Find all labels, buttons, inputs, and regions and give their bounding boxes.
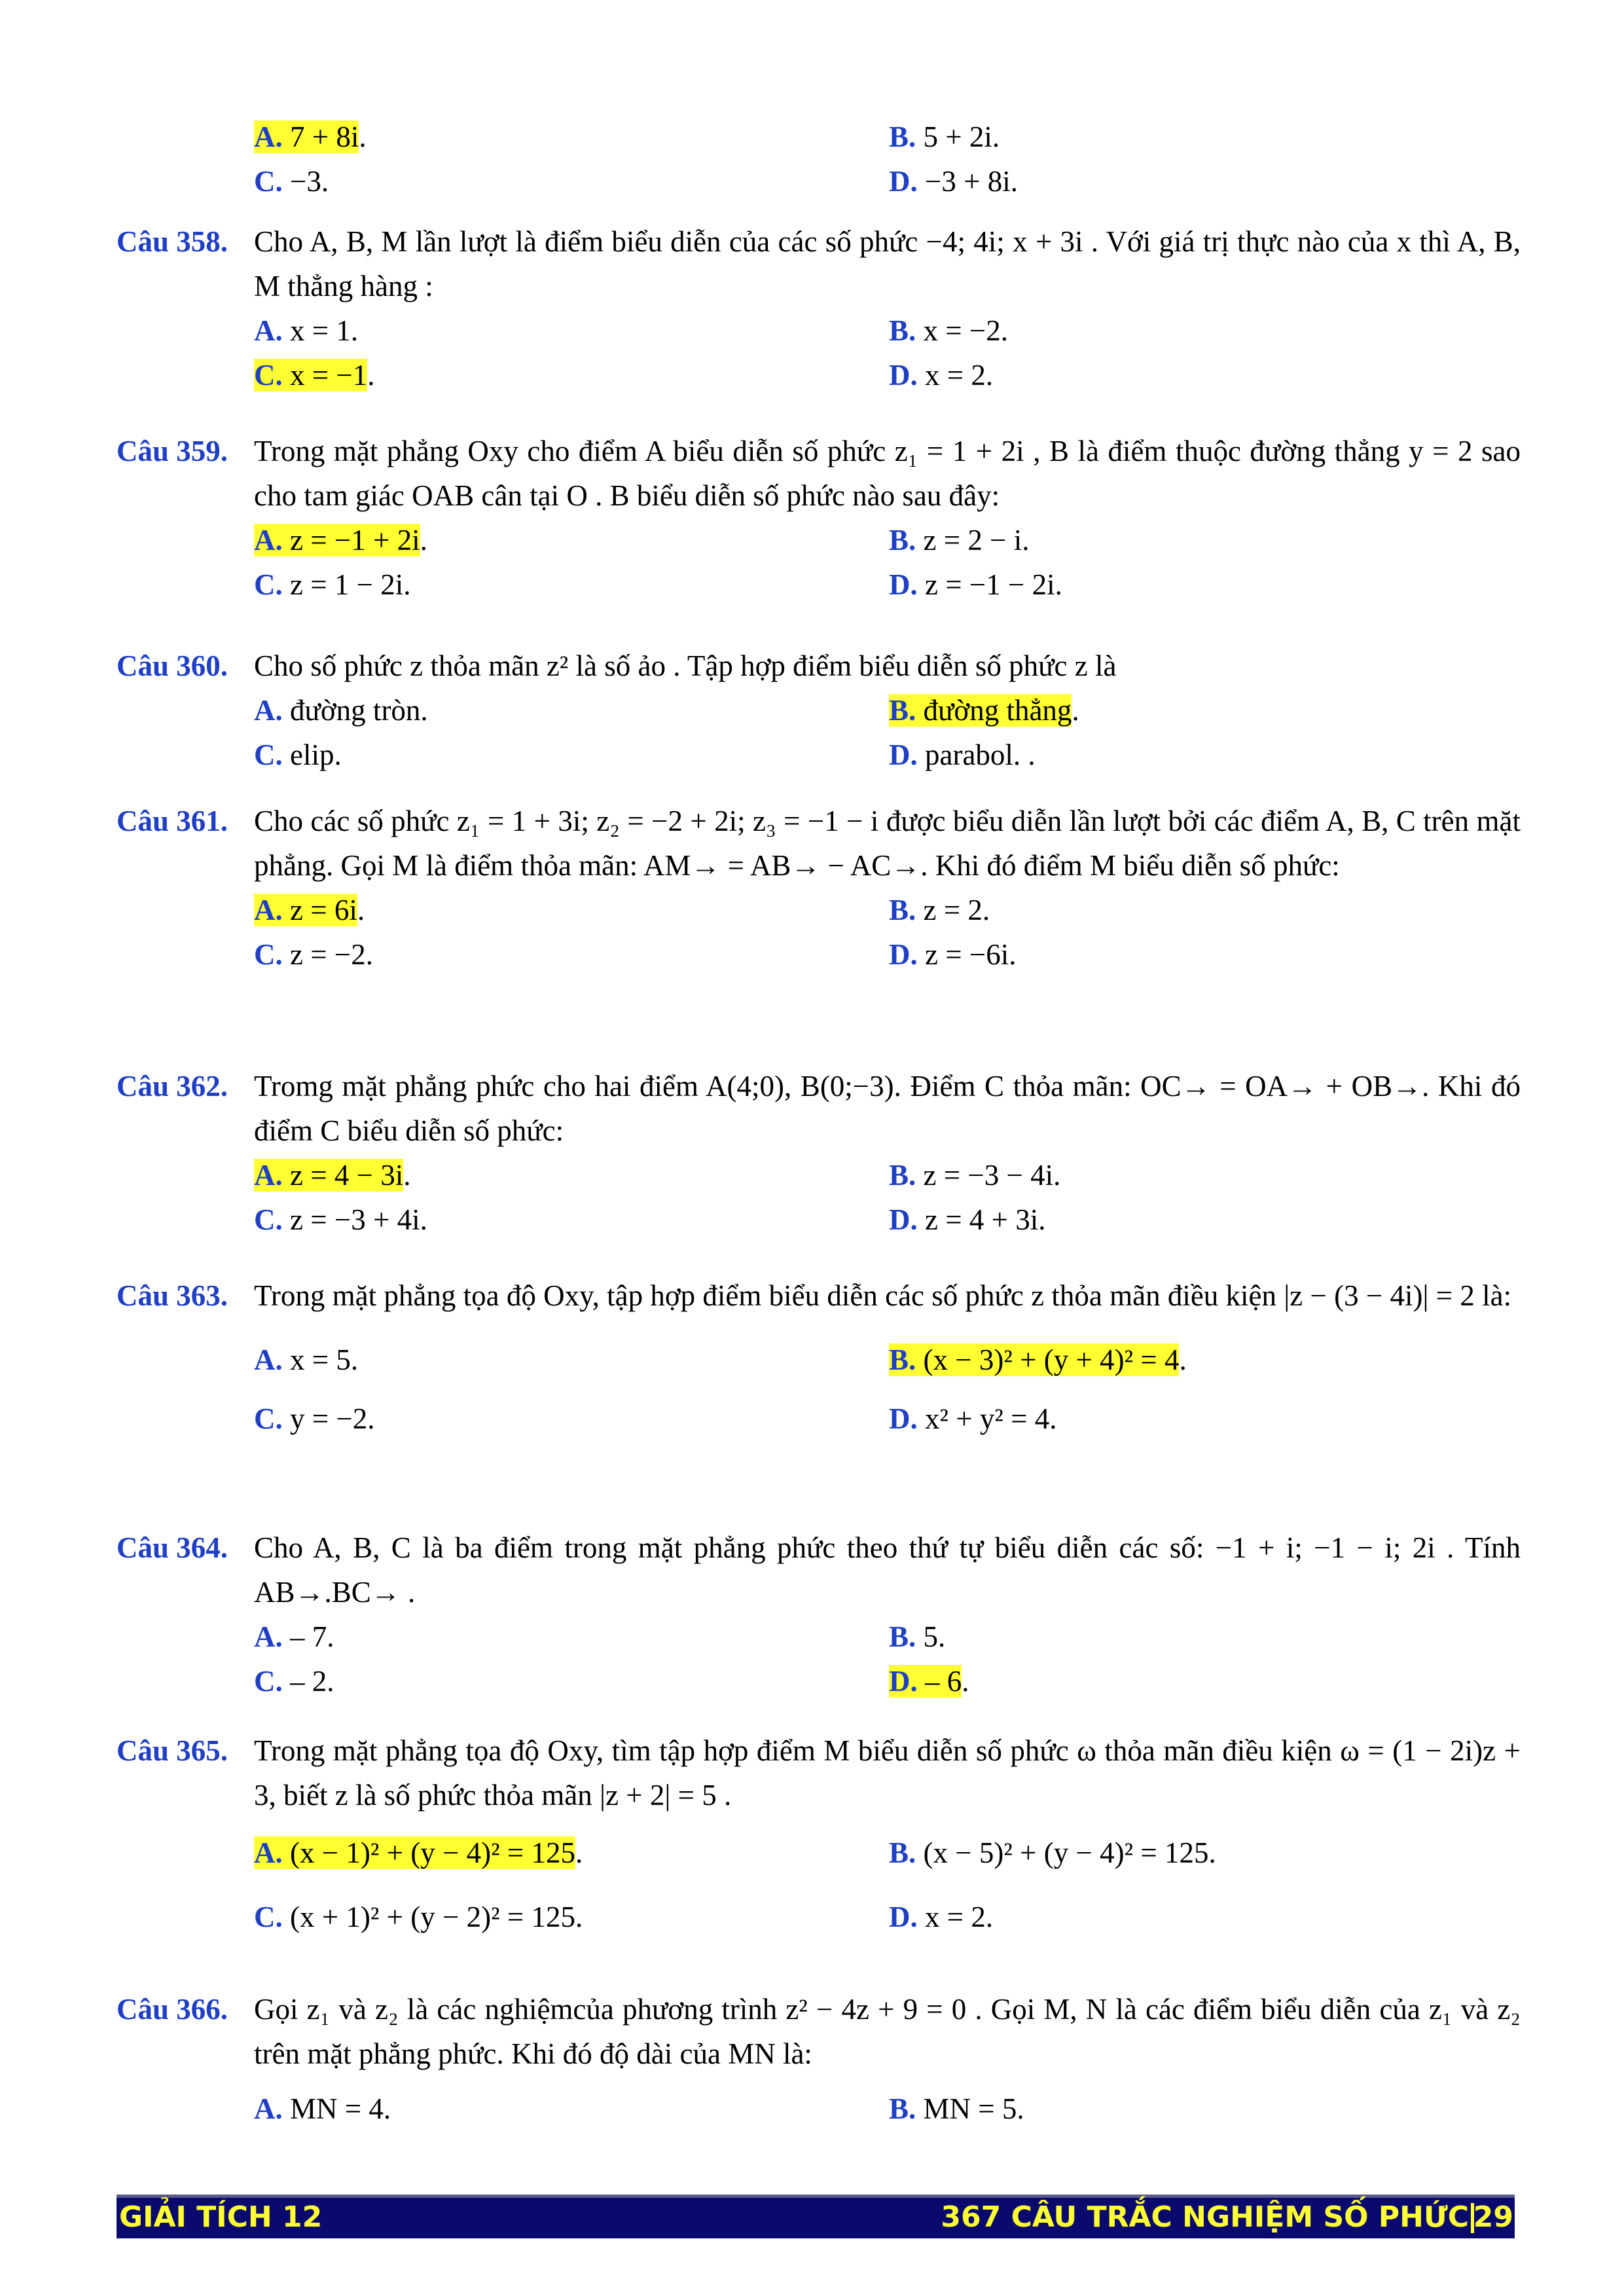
option-a: A. MN = 4.	[254, 2092, 391, 2125]
question-label: Câu 362.	[117, 1070, 228, 1102]
footer-subject: GIẢI TÍCH 12	[119, 2200, 323, 2234]
option-a: A. x = 5.	[254, 1343, 359, 1376]
question-text: Gọi z₁ và z₂ là các nghiệmcủa phương trình z² − 4z + 9 = 0 . Gọi M, N là các điểm biểu diễn của z₁ và z₂ trên mặt phẳng phức. Khi đó độ dài của MN là:	[254, 1993, 1521, 2070]
options-grid	[254, 1153, 1521, 1242]
option-a: A. z = 4 − 3i.	[254, 1159, 411, 1192]
options-grid	[254, 1338, 1521, 1441]
option-c: C. elip.	[254, 738, 342, 771]
options-grid	[254, 308, 1521, 397]
question-label: Câu 366.	[117, 1993, 228, 2026]
question-text: Trong mặt phẳng tọa độ Oxy, tìm tập hợp điểm M biểu diễn số phức ω thỏa mãn điều kiện ω = (1 − 2i)z + 3, biết z là số phức thỏa mãn |z + 2| = 5 .	[254, 1734, 1521, 1812]
question-label: Câu 363.	[117, 1279, 228, 1312]
page-number: 29	[1473, 2200, 1513, 2234]
option-d: D. −3 + 8i.	[889, 165, 1019, 198]
question-text: Trong mặt phẳng Oxy cho điểm A biểu diễn số phức z₁ = 1 + 2i , B là điểm thuộc đường thẳng y = 2 sao cho tam giác OAB cân tại O . B biểu diễn số phức nào sau đây:	[254, 435, 1521, 512]
question-text: Cho các số phức z₁ = 1 + 3i; z₂ = −2 + 2i; z₃ = −1 − i được biểu diễn lần lượt bởi các điểm A, B, C trên mặt phẳng. Gọi M là điểm thỏa mãn: AM→ = AB→ − AC→. Khi đó điểm M biểu diễn số phức:	[254, 805, 1521, 882]
option-a: A. – 7.	[254, 1620, 334, 1653]
option-c: C. – 2.	[254, 1665, 334, 1698]
options-grid	[254, 1614, 1521, 1704]
page-footer	[117, 2195, 1515, 2238]
option-c: C. z = 1 − 2i.	[254, 568, 411, 601]
question-label: Câu 365.	[117, 1734, 228, 1767]
option-a: A. 7 + 8i.	[254, 120, 367, 153]
option-c: C. z = −3 + 4i.	[254, 1203, 427, 1236]
option-b: B. (x − 5)² + (y − 4)² = 125.	[889, 1836, 1216, 1869]
option-c: C. −3.	[254, 165, 329, 198]
options-grid	[254, 2086, 1521, 2131]
options-grid	[254, 888, 1521, 977]
question-block	[117, 1728, 1521, 1939]
options-grid	[254, 1831, 1521, 1939]
option-b: B. (x − 3)² + (y + 4)² = 4.	[889, 1343, 1187, 1376]
question-label: Câu 361.	[117, 805, 228, 837]
option-d: D. x = 2.	[889, 1901, 994, 1933]
option-d: D. x = 2.	[889, 359, 994, 392]
question-block	[117, 1525, 1521, 1704]
question-block	[117, 115, 1521, 204]
option-d: D. x² + y² = 4.	[889, 1402, 1057, 1435]
option-d: D. z = 4 + 3i.	[889, 1203, 1046, 1236]
option-b: B. đường thẳng.	[889, 694, 1079, 727]
option-a: A. z = 6i.	[254, 894, 365, 926]
question-text: Cho A, B, M lần lượt là điểm biểu diễn của các số phức −4; 4i; x + 3i . Với giá trị thực nào của x thì A, B, M thẳng hàng :	[254, 225, 1521, 302]
option-b: B. z = 2.	[889, 894, 990, 926]
options-grid	[254, 115, 1521, 204]
option-a: A. (x − 1)² + (y − 4)² = 125.	[254, 1836, 583, 1869]
option-c: C. x = −1.	[254, 359, 375, 392]
option-b: B. x = −2.	[889, 314, 1009, 347]
question-text: Trong mặt phẳng tọa độ Oxy, tập hợp điểm biểu diễn các số phức z thỏa mãn điều kiện |z − (3 − 4i)| = 2 là:	[254, 1279, 1512, 1312]
question-label: Câu 358.	[117, 225, 228, 258]
options-grid	[254, 518, 1521, 607]
option-b: B. 5.	[889, 1620, 946, 1653]
question-block	[117, 1987, 1521, 2131]
option-a: A. đường tròn.	[254, 694, 428, 727]
option-d: D. parabol. .	[889, 738, 1036, 771]
option-d: D. z = −1 − 2i.	[889, 568, 1062, 601]
question-text: Tromg mặt phẳng phức cho hai điểm A(4;0), B(0;−3). Điểm C thỏa mãn: OC→ = OA→ + OB→. Khi đó điểm C biểu diễn số phức:	[254, 1070, 1521, 1147]
question-text: Cho A, B, C là ba điểm trong mặt phẳng phức theo thứ tự biểu diễn các số: −1 + i; −1 − i; 2i . Tính AB→.BC→ .	[254, 1531, 1521, 1609]
option-d: D. z = −6i.	[889, 938, 1017, 971]
question-block	[117, 799, 1521, 977]
footer-title: 367 CÂU TRẮC NGHIỆM SỐ PHỨC	[941, 2200, 1469, 2234]
option-a: A. z = −1 + 2i.	[254, 524, 427, 556]
option-b: B. 5 + 2i.	[889, 120, 1000, 153]
option-b: B. z = −3 − 4i.	[889, 1159, 1061, 1192]
question-block	[117, 1273, 1521, 1441]
question-label: Câu 359.	[117, 435, 228, 467]
question-block	[117, 644, 1521, 777]
option-a: A. x = 1.	[254, 314, 359, 347]
question-block	[117, 429, 1521, 607]
option-d: D. – 6.	[889, 1665, 969, 1698]
question-block	[117, 219, 1521, 397]
option-c: C. (x + 1)² + (y − 2)² = 125.	[254, 1901, 583, 1933]
question-label: Câu 360.	[117, 649, 228, 682]
option-b: B. z = 2 − i.	[889, 524, 1030, 556]
question-text: Cho số phức z thỏa mãn z² là số ảo . Tập hợp điểm biểu diễn số phức z là	[254, 649, 1117, 682]
option-b: B. MN = 5.	[889, 2092, 1024, 2125]
question-block	[117, 1064, 1521, 1242]
option-c: C. z = −2.	[254, 938, 373, 971]
option-c: C. y = −2.	[254, 1402, 375, 1435]
options-grid	[254, 688, 1521, 777]
question-label: Câu 364.	[117, 1531, 228, 1564]
